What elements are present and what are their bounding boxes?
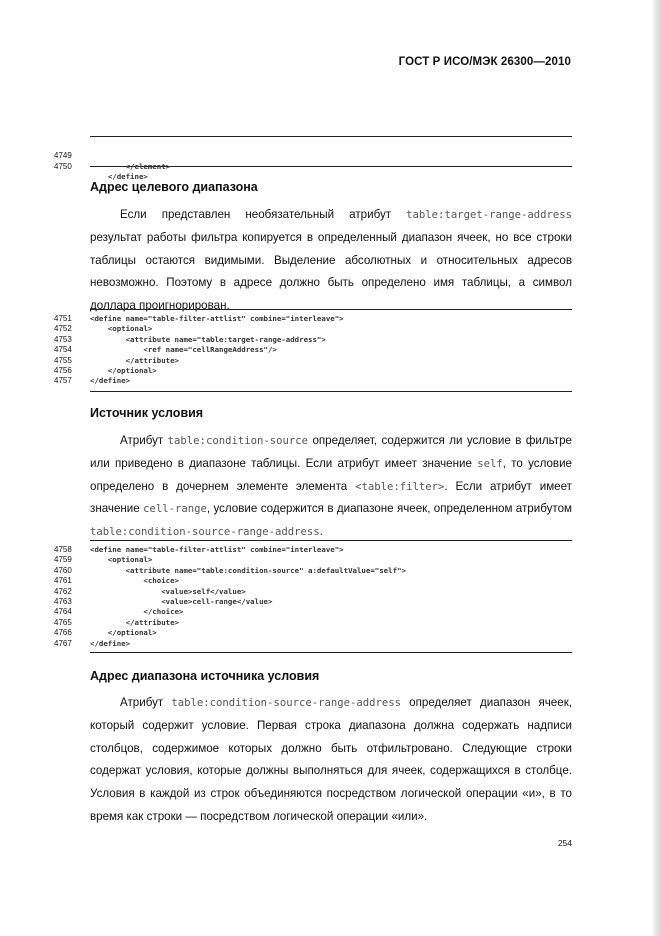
paragraph <box>90 692 572 829</box>
code-line <box>54 334 572 345</box>
code-text: <attribute name="table:condition-source" a:defaultValue="self"> <box>90 565 406 575</box>
code-line <box>54 314 572 324</box>
line-number: 4754 <box>54 345 72 355</box>
code-inline: <table:filter> <box>355 480 445 493</box>
page-number: 254 <box>557 838 572 848</box>
code-rule-bottom <box>90 652 572 653</box>
code-text: <choice> <box>90 576 179 586</box>
line-number: 4750 <box>54 161 72 171</box>
code-text: <value>self</value> <box>90 586 246 596</box>
code-text: <value>cell-range</value> <box>90 596 273 606</box>
code-line <box>54 355 572 366</box>
code-text: </choice> <box>90 607 184 617</box>
text-run: Если представлен необязательный атрибут <box>120 208 407 221</box>
code-text: <optional> <box>90 324 153 334</box>
code-rule-bottom <box>90 391 572 392</box>
code-inline: table:condition-source-range-address <box>90 526 320 539</box>
code-inline: self <box>477 457 503 470</box>
text-run: , условие содержится в диапазоне ячеек, определенном атрибутом <box>206 502 573 516</box>
line-number: 4766 <box>54 628 72 638</box>
paragraph <box>90 204 572 318</box>
line-number: 4755 <box>54 355 72 365</box>
code-line <box>54 586 572 597</box>
line-number: 4752 <box>54 324 72 334</box>
code-line <box>54 555 572 565</box>
code-line <box>54 628 572 638</box>
code-text: </optional> <box>90 365 157 375</box>
code-text: </element> <box>107 161 171 171</box>
code-text: </define> <box>90 376 131 386</box>
line-number: 4756 <box>54 365 72 375</box>
code-line <box>54 365 572 376</box>
code-text: <define name="table-filter-attlist" combine="interleave"> <box>90 314 344 323</box>
line-number: 4761 <box>54 576 72 586</box>
code-line <box>54 576 572 586</box>
code-inline: cell-range <box>143 503 207 516</box>
line-number: 4764 <box>54 607 72 617</box>
code-text: </optional> <box>90 628 157 638</box>
text-run: Атрибут <box>120 696 172 709</box>
line-number: 4763 <box>54 596 72 606</box>
line-number: 4759 <box>54 555 72 565</box>
code-line <box>54 345 572 355</box>
code-text: <attribute name="table:target-range-address"> <box>90 334 326 344</box>
line-number: 4760 <box>54 565 72 575</box>
code-text: <optional> <box>90 555 153 565</box>
line-number: 4753 <box>54 334 72 344</box>
code-block-1 <box>54 136 572 182</box>
section-heading: Адрес диапазона источника условия <box>90 669 320 683</box>
page-edge-shadow <box>653 0 661 936</box>
section-heading: Источник условия <box>90 406 204 420</box>
text-run: . <box>319 525 323 539</box>
line-number: 4749 <box>54 151 72 161</box>
code-line <box>54 376 572 386</box>
text-run: определяет, содержится ли условие в фильтре или приведено в диапазоне таблицы. Если атрибут имеет значение <box>90 434 572 470</box>
code-inline: table:condition-source-range-address <box>171 697 401 709</box>
text-run: Атрибут <box>120 434 168 447</box>
code-block-3 <box>54 540 572 653</box>
text-run: определяет диапазон ячеек, который содержит условие. Первая строка диапазона должна содержать надписи столбцов, содержимое которых должно быть отфильтровано. Следующие строки содержат условия, которые должны выполняться для ячеек, содержащихся в столбце. Условия в каждой из строк объединяются посредством логической операции «и», в то время как строки — посредством логической операции «или». <box>90 696 572 823</box>
code-line <box>54 607 572 617</box>
code-line <box>54 324 572 334</box>
text-run: , то условие определено в дочернем элементе элемента <box>90 456 572 493</box>
text-run: результат работы фильтра копируется в определенный диапазон ячеек, но все строки таблицы остаются видимыми. Выделение абсолютных и относительных адресов невозможно. Поэтому в адресе должно быть определено имя таблицы, а символ доллара проигнорирован. <box>90 230 572 313</box>
code-text: </attribute> <box>90 617 179 627</box>
code-inline: table:target-range-address <box>406 209 572 221</box>
line-number: 4751 <box>54 314 72 323</box>
code-line <box>54 565 572 576</box>
code-text: <define name="table-filter-attlist" combine="interleave"> <box>90 545 344 554</box>
text-run: . Если атрибут имеет значение <box>90 479 572 516</box>
code-line <box>54 638 572 649</box>
code-line <box>54 596 572 607</box>
line-number: 4757 <box>54 376 72 386</box>
code-text: </attribute> <box>90 355 179 365</box>
line-number: 4762 <box>54 586 72 596</box>
paragraph <box>90 430 572 544</box>
code-inline: table:condition-source <box>167 435 308 447</box>
code-line <box>54 545 572 555</box>
code-line <box>54 617 572 628</box>
code-block-2 <box>54 309 572 392</box>
line-number: 4767 <box>54 638 72 648</box>
code-text: </define> <box>90 638 131 648</box>
line-number: 4758 <box>54 545 72 554</box>
section-heading: Адрес целевого диапазона <box>90 180 258 194</box>
line-number: 4765 <box>54 617 72 627</box>
document-header: ГОСТ Р ИСО/МЭК 26300—2010 <box>398 56 571 68</box>
code-text: <ref name="cellRangeAddress"/> <box>90 345 277 355</box>
code-text: </define> <box>107 172 148 182</box>
